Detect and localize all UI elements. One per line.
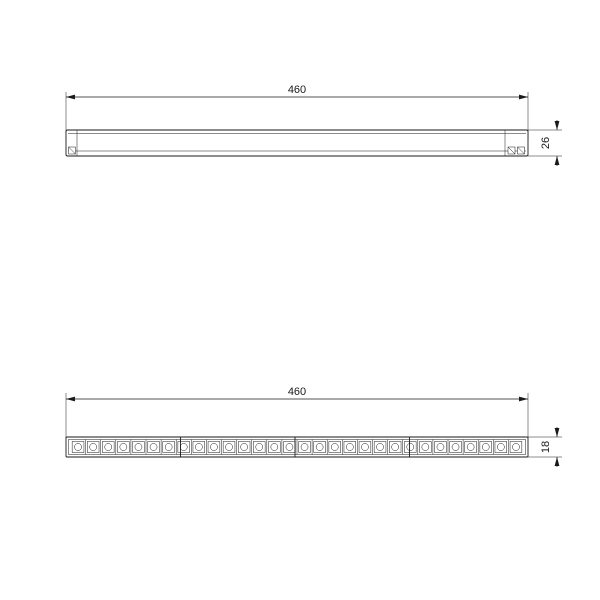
optic-cell	[419, 442, 431, 453]
bottom-view-arrow-right	[519, 397, 528, 402]
side-view-arrow-right	[519, 95, 528, 100]
optic-cell	[268, 442, 280, 453]
optic-cell	[389, 442, 401, 453]
optic-cell	[495, 442, 507, 453]
bottom-view-group	[66, 386, 562, 467]
side-view-arrow-left	[66, 95, 75, 100]
bottom-view-length-label: 460	[287, 386, 307, 398]
bottom-view-height-label: 18	[540, 440, 552, 454]
side-view-height-label: 26	[540, 136, 552, 150]
side-view-group	[66, 84, 562, 166]
side-view-height-arrow-bottom	[555, 156, 560, 165]
bottom-view-height-arrow-top	[555, 428, 560, 437]
side-view-length-label: 460	[287, 84, 307, 96]
optic-cell	[117, 442, 129, 453]
optic-cell	[344, 442, 356, 453]
optic-cell	[465, 442, 477, 453]
bottom-view-arrow-left	[66, 397, 75, 402]
bottom-view-optic-cells	[72, 440, 522, 455]
side-view-body-outline	[66, 130, 528, 156]
optic-cell	[314, 442, 326, 453]
side-view-height-arrow-top	[555, 121, 560, 130]
bottom-view-height-arrow-bottom	[555, 457, 560, 466]
